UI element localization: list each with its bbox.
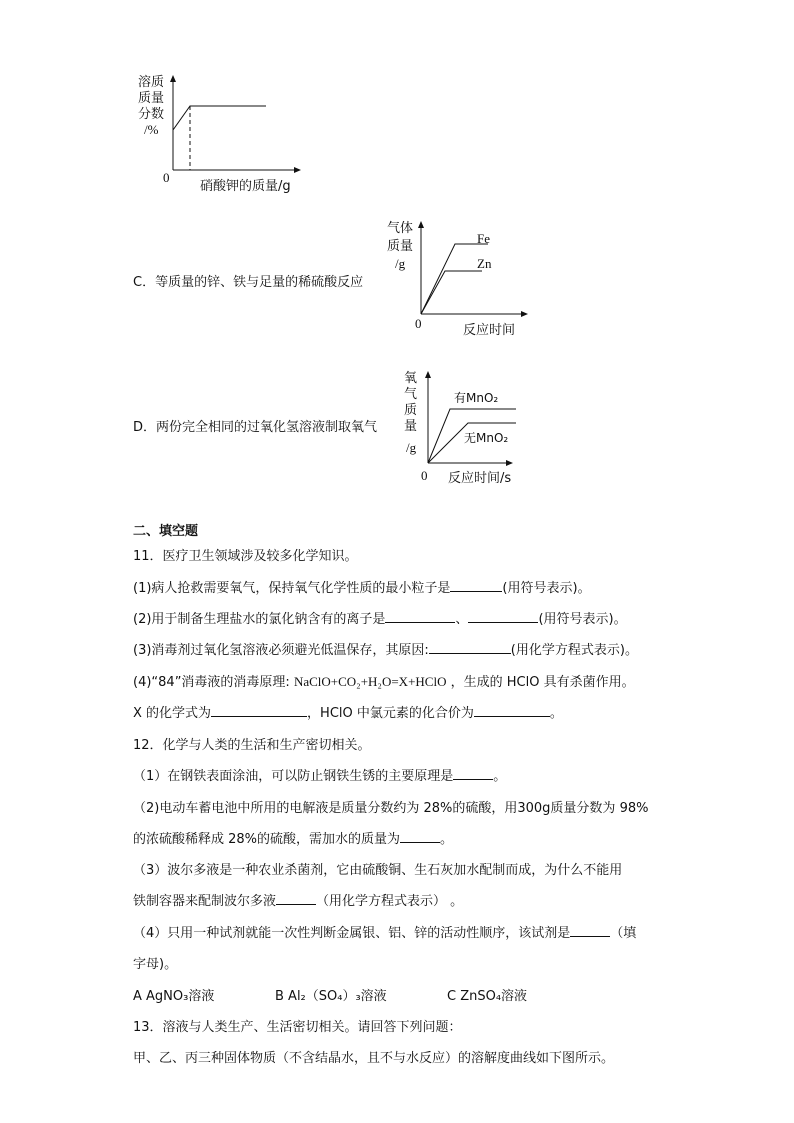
q11-part4-text: (4)“84”消毒液的消毒原理:	[133, 675, 290, 690]
q12-part4a-text: （4）只用一种试剂就能一次性判断金属银、铝、锌的活动性顺序，该试剂是	[133, 926, 571, 941]
graph-b-xlabel: 硝酸钾的质量/g	[200, 179, 291, 194]
graph-d-ylabel-4: 量	[404, 419, 418, 434]
graph-b-ylabel-4: /%	[144, 122, 159, 137]
q11-part2-text: (2)用于制备生理盐水的氯化钠含有的离子是	[133, 612, 386, 627]
q11-part1-tail: (用符号表示)。	[502, 581, 591, 596]
q12-part3-tail: （用化学方程式表示） 。	[316, 894, 464, 909]
q11-blank-2b[interactable]	[468, 610, 538, 623]
graph-b-svg	[130, 70, 310, 195]
q11-part2-sep: 、	[455, 612, 469, 627]
q12-part1-text: （1）在钢铁表面涂油，可以防止钢铁生锈的主要原理是	[133, 769, 454, 784]
q11-stem: 11．医疗卫生领域涉及较多化学知识。	[133, 549, 358, 564]
q12-part1-end: 。	[493, 769, 507, 784]
graph-d-label-without: 无MnO₂	[464, 431, 509, 445]
graph-c-series-zn	[421, 271, 482, 314]
q12-part4b: 字母)。	[133, 957, 178, 972]
graph-b-y-arrow	[170, 75, 176, 82]
q11-part4-cont	[133, 702, 563, 721]
graph-b-ylabel-1: 溶质	[138, 75, 165, 90]
q11-part2	[133, 608, 627, 627]
q11-part4-c: X 的化学式为	[133, 706, 212, 721]
graph-d-ylabel-2: 气	[404, 387, 418, 402]
q11-blank-1[interactable]	[450, 579, 502, 592]
q12-part3a: （3）波尔多液是一种农业杀菌剂，它由硫酸铜、生石灰加水配制而成，为什么不能用	[133, 863, 623, 878]
q12-part3b-text: 铁制容器来配制波尔多液	[133, 894, 277, 909]
graph-b-ylabel-3: 分数	[138, 107, 165, 122]
option-c-text: C．等质量的锌、铁与足量的稀硫酸反应	[133, 275, 364, 290]
q13-stem: 13．溶液与人类生产、生活密切相关。请回答下列问题：	[133, 1020, 462, 1035]
q12-part1	[133, 765, 506, 784]
q11-part1-text: (1)病人抢救需要氧气，保持氧气化学性质的最小粒子是	[133, 581, 451, 596]
q12-part2-end: 。	[440, 832, 454, 847]
q12-blank-1[interactable]	[453, 767, 493, 780]
q12-stem: 12．化学与人类的生活和生产密切相关。	[133, 738, 371, 753]
q11-part4-d: ，HClO 中氯元素的化合价为	[307, 706, 474, 721]
graph-c-origin: 0	[415, 316, 422, 331]
q11-blank-2a[interactable]	[385, 610, 455, 623]
graph-c	[385, 216, 535, 341]
graph-c-svg	[385, 216, 535, 341]
q11-part4-tail: ，生成的 HClO 具有杀菌作用。	[450, 675, 635, 690]
graph-d-y-arrow	[425, 371, 431, 378]
graph-d-origin: 0	[421, 468, 428, 483]
q12-choice-b[interactable]: B Al₂（SO₄）₃溶液	[275, 989, 387, 1004]
q12-part3b	[133, 890, 463, 909]
graph-c-ylabel-1: 气体	[387, 221, 414, 236]
q11-part1	[133, 577, 591, 596]
q11-formula: NaClO+CO₂+H₂O=X+HClO	[293, 674, 447, 689]
section-title: 二、填空题	[133, 524, 199, 539]
graph-d	[398, 368, 538, 488]
q11-blank-4a[interactable]	[211, 704, 307, 717]
graph-b-ylabel-2: 质量	[138, 91, 165, 106]
graph-b-x-arrow	[294, 167, 301, 173]
q12-part2a: （2)电动车蓄电池中所用的电解液是质量分数约为 28%的硫酸，用300g质量分数为 98%	[133, 801, 649, 816]
q12-part2b	[133, 828, 453, 847]
graph-d-ylabel-5: /g	[406, 440, 417, 455]
graph-b-curve	[173, 106, 266, 130]
graph-c-ylabel-2: 质量	[387, 239, 414, 254]
graph-c-x-arrow	[521, 311, 528, 317]
q11-part3	[133, 639, 638, 658]
graph-c-label-fe: Fe	[477, 231, 490, 246]
q11-part4	[133, 671, 635, 690]
graph-d-svg	[398, 368, 538, 488]
graph-b	[130, 70, 310, 195]
q12-part4a-tail: （填	[610, 926, 637, 941]
graph-d-x-arrow	[506, 460, 513, 466]
q12-blank-3[interactable]	[276, 892, 316, 905]
q12-blank-2[interactable]	[400, 830, 440, 843]
q12-part2b-text: 的浓硫酸稀释成 28%的硫酸，需加水的质量为	[133, 832, 401, 847]
q11-blank-3[interactable]	[429, 641, 511, 654]
graph-d-ylabel-1: 氧	[404, 371, 418, 386]
q12-choice-c[interactable]: C ZnSO₄溶液	[447, 989, 528, 1004]
q12-blank-4[interactable]	[570, 924, 610, 937]
q11-blank-4b[interactable]	[474, 704, 550, 717]
option-d-text: D．两份完全相同的过氧化氢溶液制取氧气	[133, 420, 378, 435]
q11-part3-tail: (用化学方程式表示)。	[510, 643, 638, 658]
q11-part2-tail: (用符号表示)。	[538, 612, 627, 627]
q13-part1: 甲、乙、丙三种固体物质（不含结晶水，且不与水反应）的溶解度曲线如下图所示。	[133, 1051, 615, 1066]
graph-d-ylabel-3: 质	[404, 403, 418, 418]
graph-c-label-zn: Zn	[477, 256, 492, 271]
graph-d-label-with: 有MnO₂	[454, 391, 499, 405]
graph-c-y-arrow	[418, 221, 424, 228]
graph-b-origin: 0	[163, 170, 170, 185]
graph-c-xlabel: 反应时间	[463, 323, 516, 338]
q12-part4a	[133, 922, 636, 941]
q12-choices	[133, 985, 527, 1004]
q11-part3-text: (3)消毒剂过氧化氢溶液必须避光低温保存，其原因:	[133, 643, 429, 658]
graph-d-xlabel: 反应时间/s	[448, 471, 512, 486]
q12-choice-a[interactable]: A AgNO₃溶液	[133, 989, 215, 1004]
graph-c-ylabel-3: /g	[395, 256, 406, 271]
q11-part4-end: 。	[549, 706, 563, 721]
graph-c-series-fe	[421, 244, 488, 314]
